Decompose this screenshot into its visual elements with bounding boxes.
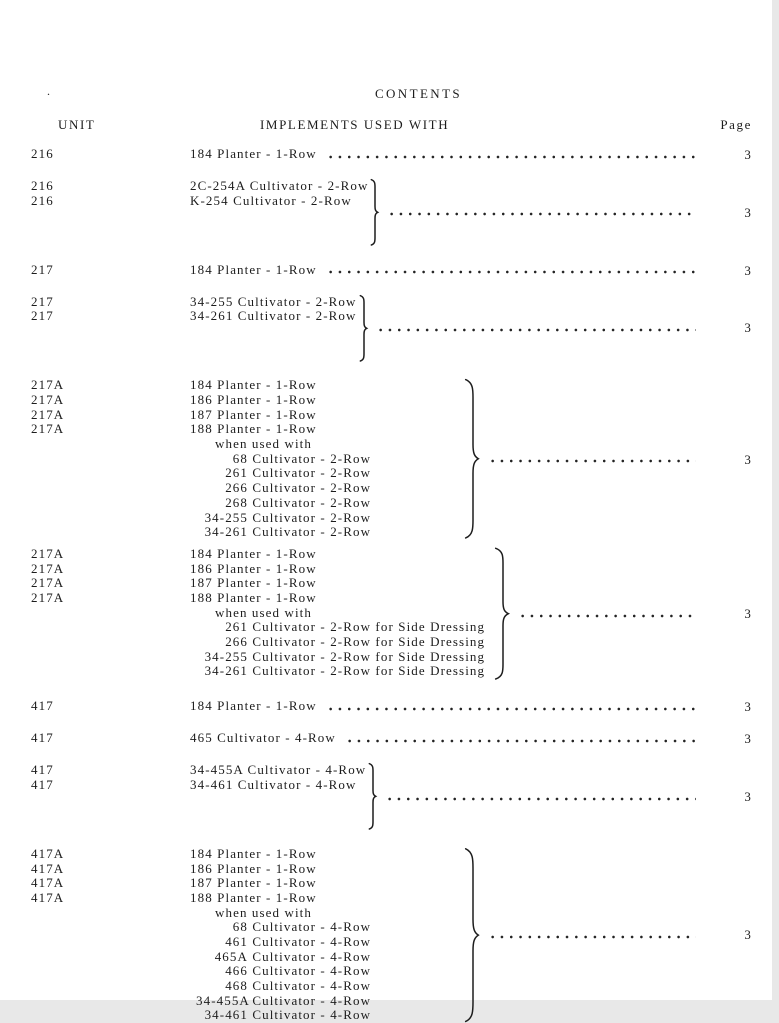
implement-number: 34-255 bbox=[204, 509, 248, 525]
implement-line: 186 Planter - 1-Row bbox=[190, 392, 317, 407]
implement-line: K-254 Cultivator - 2-Row bbox=[190, 192, 352, 208]
toc-entry bbox=[31, 847, 752, 1023]
unit-cell: 217 bbox=[31, 308, 54, 324]
dot-leader bbox=[486, 452, 696, 467]
toc-entry bbox=[31, 147, 752, 162]
toc-entries bbox=[31, 147, 752, 1023]
implement-number: 34-461 bbox=[204, 1007, 248, 1023]
implement-line: 184 Planter - 1-Row bbox=[190, 377, 317, 393]
implement-line: 34-461 Cultivator - 4-Row bbox=[190, 776, 357, 792]
dot-leader bbox=[324, 147, 696, 162]
curly-brace-icon bbox=[368, 763, 376, 830]
implement-number: 266 bbox=[225, 634, 248, 649]
implement-number: 461 bbox=[225, 933, 248, 949]
unit-column bbox=[31, 378, 190, 540]
implement-number: 465A bbox=[214, 948, 248, 964]
implement-number: 268 bbox=[225, 494, 248, 510]
implements-column bbox=[190, 763, 366, 830]
unit-column bbox=[31, 847, 190, 1023]
toc-entry bbox=[31, 378, 752, 540]
toc-entry bbox=[31, 731, 752, 746]
unit-cell: 216 bbox=[31, 192, 54, 208]
dot-leader bbox=[324, 263, 696, 278]
page-number: 3 bbox=[744, 262, 752, 278]
implement-number: 68 bbox=[232, 450, 248, 466]
page-title: CONTENTS bbox=[374, 86, 463, 101]
grouping-brace bbox=[368, 763, 376, 830]
unit-cell: 417 bbox=[31, 776, 54, 792]
implement-line: 465 Cultivator - 4-Row bbox=[190, 730, 336, 746]
unit-cell: 417 bbox=[31, 698, 54, 714]
implements-column bbox=[190, 847, 455, 1023]
unit-cell: 216 bbox=[31, 146, 54, 161]
dot-leader bbox=[383, 789, 696, 804]
toc-entry bbox=[31, 263, 752, 278]
implement-number: 466 bbox=[225, 963, 248, 979]
implement-line: 34-455A Cultivator - 4-Row bbox=[190, 762, 367, 778]
page-number: 3 bbox=[744, 147, 752, 162]
implement-line: 184 Planter - 1-Row bbox=[190, 146, 317, 161]
unit-column bbox=[31, 547, 190, 680]
implements-column bbox=[190, 731, 336, 746]
unit-cell: 217A bbox=[31, 545, 65, 561]
grouping-brace bbox=[493, 547, 509, 680]
implement-line: 184 Planter - 1-Row bbox=[190, 845, 317, 861]
implement-line: when used with bbox=[215, 904, 312, 920]
implement-line: 188 Planter - 1-Row bbox=[190, 421, 317, 437]
unit-cell: 417 bbox=[31, 730, 54, 746]
unit-column bbox=[31, 295, 190, 362]
implement-number: 34-261 bbox=[204, 663, 248, 679]
unit-column bbox=[31, 699, 190, 714]
page-number: 3 bbox=[744, 451, 752, 467]
implement-line: 34-261 Cultivator - 2-Row bbox=[196, 525, 455, 540]
implement-line: 34-255 Cultivator - 2-Row bbox=[196, 511, 455, 526]
implement-line: 184 Planter - 1-Row bbox=[190, 261, 317, 277]
implements-column bbox=[190, 295, 357, 362]
unit-cell: 417A bbox=[31, 875, 65, 891]
unit-cell: 217A bbox=[31, 560, 65, 576]
implement-line: 461 Cultivator - 4-Row bbox=[196, 935, 455, 950]
curly-brace-icon bbox=[493, 547, 509, 680]
unit-column bbox=[31, 263, 190, 278]
implements-column bbox=[190, 263, 317, 278]
implement-line: 2C-254A Cultivator - 2-Row bbox=[190, 178, 369, 193]
implement-line: 268 Cultivator - 2-Row bbox=[196, 496, 455, 511]
grouping-brace bbox=[359, 295, 367, 362]
implement-line: 188 Planter - 1-Row bbox=[190, 589, 317, 605]
implement-line: 261 Cultivator - 2-Row for Side Dressing bbox=[196, 620, 485, 635]
grouping-brace bbox=[463, 847, 479, 1023]
unit-cell: 217A bbox=[31, 421, 65, 437]
implements-column-header: IMPLEMENTS USED WITH bbox=[260, 117, 450, 132]
dot-leader bbox=[486, 927, 696, 942]
page-number: 3 bbox=[744, 606, 752, 622]
grouping-brace bbox=[370, 179, 378, 246]
implement-line: 184 Planter - 1-Row bbox=[190, 545, 317, 561]
implements-column bbox=[190, 179, 368, 246]
implement-line: 68 Cultivator - 4-Row bbox=[196, 920, 455, 935]
implement-number: 34-255 bbox=[204, 648, 248, 664]
implement-line: 266 Cultivator - 2-Row bbox=[196, 481, 455, 496]
implement-number: 261 bbox=[225, 465, 248, 481]
implement-number: 266 bbox=[225, 480, 248, 496]
unit-column bbox=[31, 731, 190, 746]
implement-number: 34-261 bbox=[204, 524, 248, 540]
implement-line: 188 Planter - 1-Row bbox=[190, 889, 317, 905]
implement-line: 468 Cultivator - 4-Row bbox=[196, 979, 455, 994]
implements-column bbox=[190, 147, 317, 162]
unit-cell: 217A bbox=[31, 406, 65, 422]
unit-column bbox=[31, 147, 190, 162]
page-number: 3 bbox=[744, 699, 752, 715]
page-number: 3 bbox=[744, 731, 752, 747]
implements-column bbox=[190, 378, 455, 540]
unit-cell: 217A bbox=[31, 575, 65, 591]
column-headers bbox=[31, 117, 752, 132]
unit-column-header: UNIT bbox=[58, 117, 96, 132]
implement-number: 261 bbox=[225, 619, 248, 635]
implement-line: 34-255 Cultivator - 2-Row for Side Dressing bbox=[196, 650, 485, 665]
dot-leader bbox=[343, 731, 696, 746]
unit-cell: 417 bbox=[31, 762, 54, 778]
implements-column bbox=[190, 699, 317, 714]
implement-line: 187 Planter - 1-Row bbox=[190, 406, 317, 422]
stray-mark: . bbox=[47, 84, 50, 98]
dot-leader bbox=[516, 606, 696, 621]
implement-line: 34-261 Cultivator - 2-Row for Side Dressing bbox=[196, 664, 485, 679]
page-number: 3 bbox=[744, 204, 752, 220]
implement-line: 187 Planter - 1-Row bbox=[190, 875, 317, 891]
toc-entry bbox=[31, 699, 752, 714]
grouping-brace bbox=[463, 378, 479, 540]
dot-leader bbox=[385, 205, 696, 220]
page-number: 3 bbox=[744, 789, 752, 805]
curly-brace-icon bbox=[370, 179, 378, 246]
implement-line: 266 Cultivator - 2-Row for Side Dressing bbox=[196, 635, 485, 650]
unit-cell: 417A bbox=[31, 860, 65, 876]
implement-line: 34-261 Cultivator - 2-Row bbox=[190, 308, 357, 324]
implement-line: 186 Planter - 1-Row bbox=[190, 560, 317, 576]
toc-entry bbox=[31, 763, 752, 830]
implement-line: when used with bbox=[215, 436, 312, 452]
implement-line: 34-461 Cultivator - 4-Row bbox=[196, 1008, 455, 1023]
unit-cell: 417A bbox=[31, 889, 65, 905]
toc-entry bbox=[31, 295, 752, 362]
implement-line: 34-455A Cultivator - 4-Row bbox=[196, 992, 372, 1008]
page-column-header: Page bbox=[720, 117, 752, 132]
unit-column bbox=[31, 179, 190, 246]
unit-cell: 216 bbox=[31, 178, 54, 193]
implements-column bbox=[190, 547, 485, 680]
implement-line: 261 Cultivator - 2-Row bbox=[196, 466, 455, 481]
unit-cell: 217A bbox=[31, 377, 65, 393]
page-number: 3 bbox=[744, 927, 752, 943]
unit-cell: 417A bbox=[31, 845, 65, 861]
implement-line: 465A Cultivator - 4-Row bbox=[196, 950, 455, 965]
toc-entry bbox=[31, 547, 752, 680]
implement-line: 187 Planter - 1-Row bbox=[190, 575, 317, 591]
unit-cell: 217 bbox=[31, 293, 54, 309]
unit-column bbox=[31, 763, 190, 830]
unit-cell: 217A bbox=[31, 589, 65, 605]
implement-number: 68 bbox=[232, 919, 248, 935]
implement-line: when used with bbox=[215, 604, 312, 620]
curly-brace-icon bbox=[463, 847, 479, 1023]
curly-brace-icon bbox=[463, 378, 479, 540]
toc-entry bbox=[31, 179, 752, 246]
implement-number: 468 bbox=[225, 978, 248, 994]
dot-leader bbox=[374, 320, 696, 335]
curly-brace-icon bbox=[359, 295, 367, 362]
implement-line: 466 Cultivator - 4-Row bbox=[196, 964, 455, 979]
dot-leader bbox=[324, 699, 696, 714]
implement-line: 34-255 Cultivator - 2-Row bbox=[190, 293, 357, 309]
implement-line: 68 Cultivator - 2-Row bbox=[196, 452, 455, 467]
unit-cell: 217A bbox=[31, 392, 65, 407]
implement-line: 184 Planter - 1-Row bbox=[190, 698, 317, 714]
page-number: 3 bbox=[744, 320, 752, 336]
implement-number: 34-455A bbox=[196, 992, 250, 1008]
unit-cell: 217 bbox=[31, 261, 54, 277]
implement-line: 186 Planter - 1-Row bbox=[190, 860, 317, 876]
